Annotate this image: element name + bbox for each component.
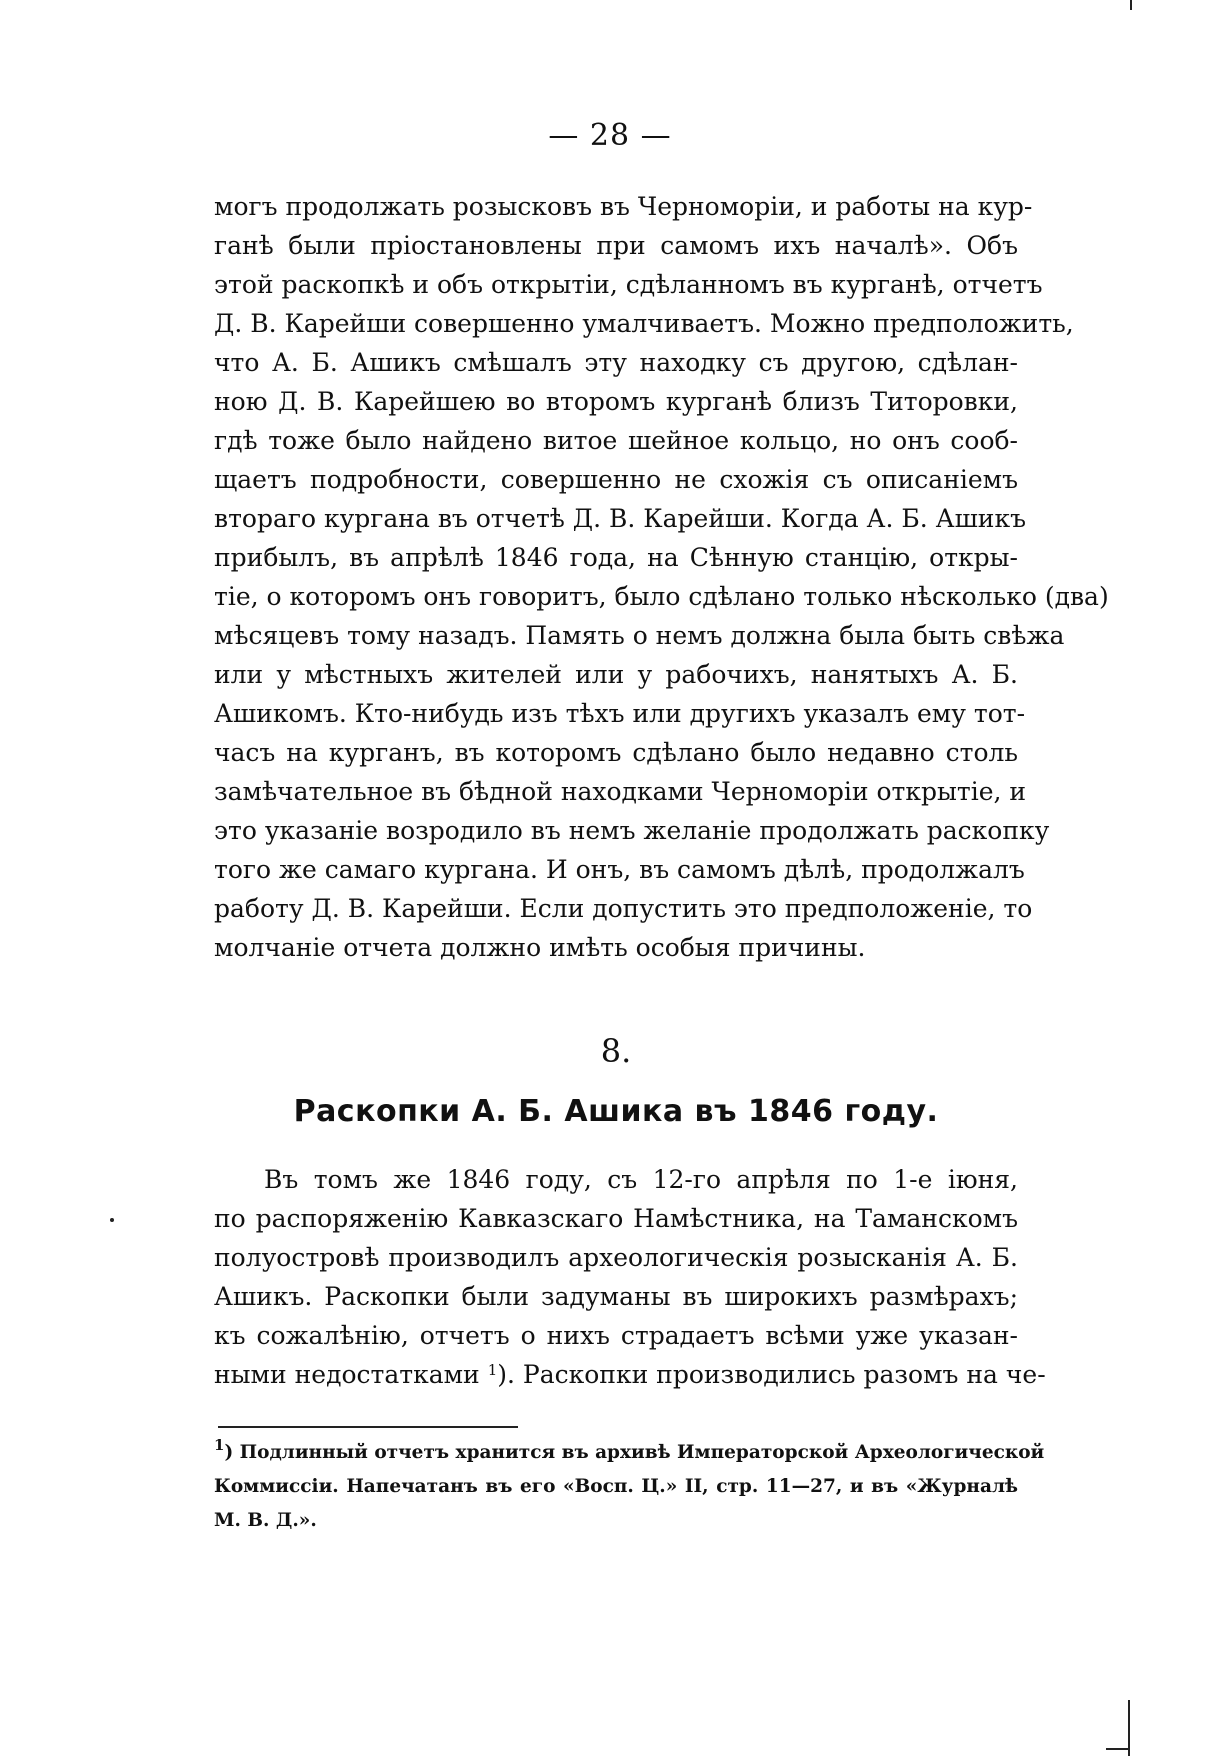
text-line: что А. Б. Ашикъ смѣшалъ эту находку съ другою, сдѣлан- — [214, 348, 1018, 377]
text-line: тіе, о которомъ онъ говоритъ, было сдѣлано только нѣсколько (два) — [214, 582, 1109, 611]
text-line: молчаніе отчета должно имѣть особыя причины. — [214, 933, 866, 962]
text-line: или у мѣстныхъ жителей или у рабочихъ, нанятыхъ А. Б. — [214, 660, 1018, 689]
text-line: прибылъ, въ апрѣлѣ 1846 года, на Сѣнную станцію, откры- — [214, 543, 1018, 572]
scan-edge-mark — [1130, 0, 1132, 10]
footnote-reference: 1 — [487, 1361, 498, 1379]
scan-speck — [110, 1218, 114, 1222]
text-line: втораго кургана въ отчетѣ Д. В. Карейши. Когда А. Б. Ашикъ — [214, 504, 1026, 533]
section-number: 8. — [600, 1032, 632, 1070]
text-line: къ сожалѣнію, отчетъ о нихъ страдаетъ всѣми уже указан- — [214, 1321, 1018, 1350]
text-line: могъ продолжать розысковъ въ Черноморіи, и работы на кур- — [214, 192, 1033, 221]
scan-edge-mark — [1106, 1748, 1128, 1750]
text-line: это указаніе возродило въ немъ желаніе продолжать раскопку — [214, 816, 1050, 845]
page-number: — 28 — — [548, 118, 672, 153]
text-line: Д. В. Карейши совершенно умалчиваетъ. Можно предположить, — [214, 309, 1074, 338]
text-line-with-footnote-ref — [214, 1355, 1046, 1394]
text-line: Ашикъ. Раскопки были задуманы въ широкихъ размѣрахъ; — [214, 1282, 1018, 1311]
text-line: ганѣ были пріостановлены при самомъ ихъ началѣ». Объ — [214, 231, 1018, 260]
text-line: замѣчательное въ бѣдной находками Черноморіи открытіе, и — [214, 777, 1027, 806]
section-paragraph — [214, 1160, 1046, 1394]
footnote-line — [214, 1436, 1045, 1470]
body-paragraph — [214, 187, 1109, 967]
text-line: Ашикомъ. Кто-нибудь изъ тѣхъ или другихъ указалъ ему тот- — [214, 699, 1026, 728]
text-line: этой раскопкѣ и объ открытіи, сдѣланномъ въ курганѣ, отчетъ — [214, 270, 1043, 299]
text-line: Въ томъ же 1846 году, съ 12-го апрѣля по 1-е іюня, — [264, 1165, 1018, 1194]
footnote-text: ) Подлинный отчетъ хранится въ архивѣ Императорской Археологической — [224, 1442, 1045, 1463]
text-line: того же самаго кургана. И онъ, въ самомъ дѣлѣ, продолжалъ — [214, 855, 1025, 884]
text-line: по распоряженію Кавказскаго Намѣстника, на Таманскомъ — [214, 1204, 1018, 1233]
text-line: часъ на курганъ, въ которомъ сдѣлано было недавно столь — [214, 738, 1018, 767]
text-line: ною Д. В. Карейшею во второмъ курганѣ близъ Титоровки, — [214, 387, 1018, 416]
text-line: мѣсяцевъ тому назадъ. Память о немъ должна была быть свѣжа — [214, 621, 1065, 650]
text-fragment: ными недостатками — [214, 1360, 480, 1389]
footnote-line: М. В. Д.». — [214, 1510, 317, 1531]
text-line: щаетъ подробности, совершенно не схожія съ описаніемъ — [214, 465, 1018, 494]
text-fragment: ). Раскопки производились разомъ на че- — [497, 1360, 1046, 1389]
footnote — [214, 1436, 1045, 1538]
footnote-marker: 1 — [214, 1436, 225, 1454]
footnote-divider — [218, 1426, 518, 1428]
text-line: работу Д. В. Карейши. Если допустить это предположеніе, то — [214, 894, 1033, 923]
scan-edge-mark — [1128, 1700, 1130, 1756]
text-line: полуостровѣ производилъ археологическія розысканія А. Б. — [214, 1243, 1018, 1272]
footnote-line: Коммиссіи. Напечатанъ въ его «Восп. Ц.» II, стр. 11—27, и въ «Журналѣ — [214, 1476, 1018, 1497]
text-line: гдѣ тоже было найдено витое шейное кольцо, но онъ сооб- — [214, 426, 1018, 455]
section-title: Раскопки А. Б. Ашика въ 1846 году. — [293, 1094, 939, 1129]
